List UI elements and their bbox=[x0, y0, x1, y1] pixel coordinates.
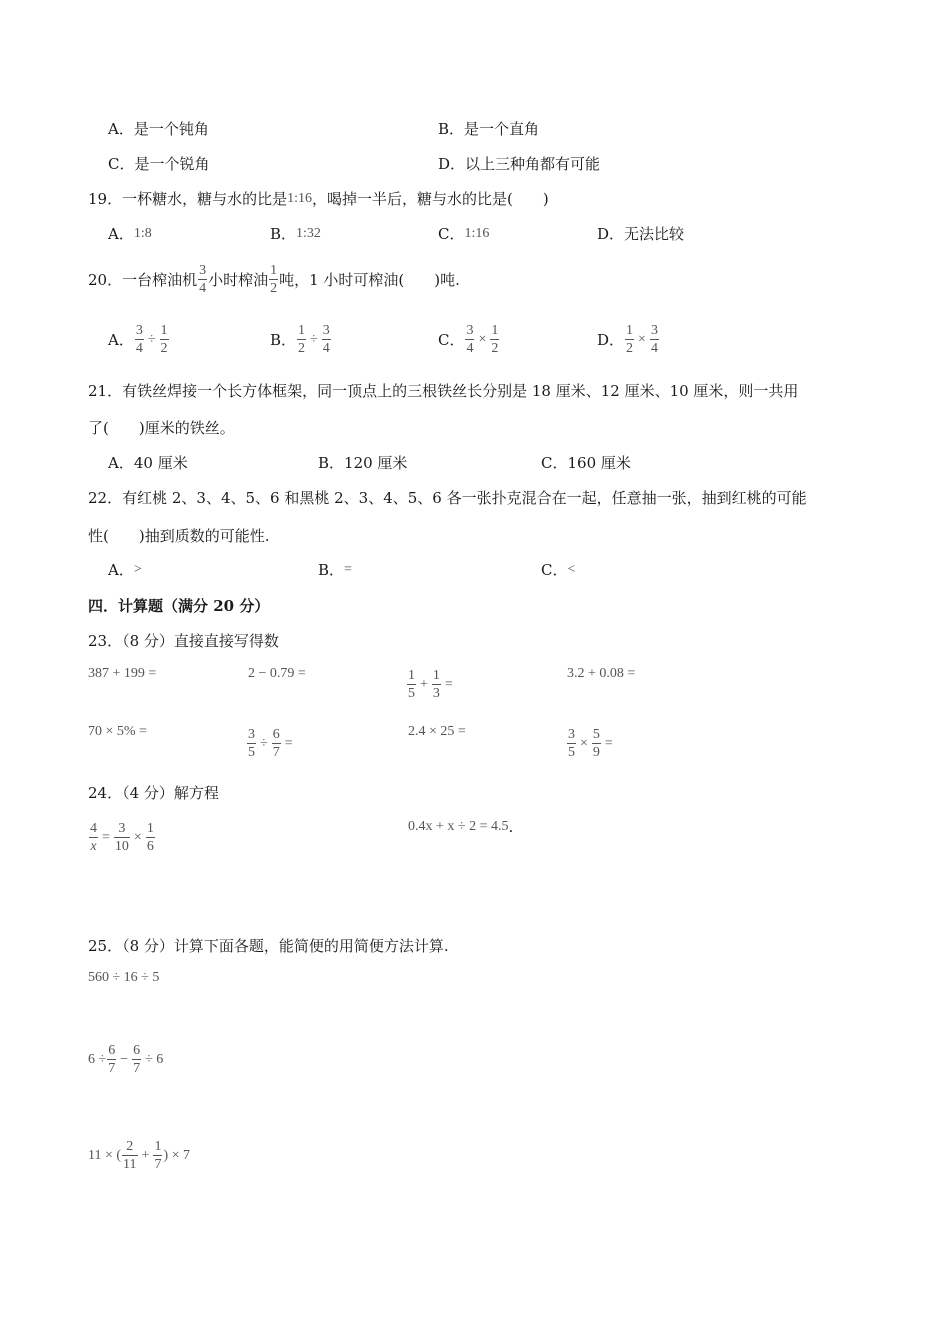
numerator: 1 bbox=[298, 323, 306, 338]
numerator: 3 bbox=[650, 323, 658, 338]
q20-stem-c: 吨，1 小时可榨油( )吨. bbox=[279, 271, 460, 289]
q23-expression-3 bbox=[406, 667, 456, 702]
denominator: 4 bbox=[650, 341, 658, 356]
q21-option-c: C．160 厘米 bbox=[541, 454, 631, 472]
operator: ÷ bbox=[310, 331, 318, 347]
q18-option-d: D．以上三种角都有可能 bbox=[438, 155, 601, 173]
numerator: 2 bbox=[122, 1138, 137, 1156]
q23-expression-7: 2.4 × 25 = bbox=[408, 724, 466, 739]
q25-title: 25．（8 分）计算下面各题，能简便的用简便方法计算. bbox=[88, 937, 449, 955]
numerator: 5 bbox=[592, 727, 600, 742]
denominator: 7 bbox=[108, 1061, 116, 1076]
fraction bbox=[135, 322, 144, 357]
q21-line2: 了( )厘米的铁丝。 bbox=[88, 419, 235, 437]
denominator: 4 bbox=[466, 341, 474, 356]
operator: + bbox=[420, 676, 428, 692]
q22-line2: 性( )抽到质数的可能性. bbox=[88, 527, 270, 545]
fraction bbox=[297, 322, 306, 357]
equation-text: 0.4x + x ÷ 2 = 4.5 bbox=[408, 819, 509, 834]
option-value: 1:32 bbox=[296, 225, 321, 241]
numerator: 1 bbox=[270, 263, 278, 278]
numerator: 1 bbox=[491, 323, 499, 338]
option-label: D． bbox=[597, 331, 625, 349]
option-label: B． bbox=[270, 331, 297, 349]
fraction bbox=[322, 322, 331, 357]
section-heading: 四．计算题（满分 20 分） bbox=[88, 597, 270, 615]
operator: ÷ bbox=[260, 735, 268, 751]
q23-expression-8 bbox=[566, 726, 616, 761]
denominator: 4 bbox=[322, 341, 330, 356]
denominator: 5 bbox=[248, 745, 255, 760]
expression-part: ) × 7 bbox=[163, 1147, 190, 1163]
option-label: C． bbox=[438, 331, 465, 349]
equals-sign: = bbox=[102, 829, 110, 845]
fraction bbox=[465, 322, 474, 357]
fraction bbox=[272, 726, 281, 761]
denominator: 4 bbox=[199, 281, 207, 296]
q24-title: 24．（4 分）解方程 bbox=[88, 784, 219, 802]
q19-stem-a: 19．一杯糖水，糖与水的比是 bbox=[88, 190, 288, 208]
fraction bbox=[114, 820, 130, 855]
q19-option-c bbox=[438, 223, 489, 244]
q22-line1: 22．有红桃 2、3、4、5、6 和黑桃 2、3、4、5、6 各一张扑克混合在一起，任意抽一张，抽到红桃的可能 bbox=[88, 489, 807, 507]
q22-option-c bbox=[541, 559, 575, 580]
fraction bbox=[432, 667, 441, 702]
numerator: 6 bbox=[133, 1043, 141, 1058]
fraction bbox=[198, 262, 207, 297]
q18-option-b: B．是一个直角 bbox=[438, 120, 540, 138]
numerator: 3 bbox=[135, 323, 143, 338]
numerator: 3 bbox=[199, 263, 207, 278]
numerator: 6 bbox=[108, 1043, 116, 1058]
q25-problem-3 bbox=[88, 1138, 190, 1173]
operator: + bbox=[141, 1147, 150, 1163]
denominator: 6 bbox=[146, 839, 154, 854]
denominator: 7 bbox=[133, 1061, 141, 1076]
fraction bbox=[407, 667, 416, 702]
q19-option-d: D．无法比较 bbox=[597, 225, 685, 243]
denominator: 2 bbox=[491, 341, 499, 356]
fraction bbox=[490, 322, 499, 357]
fraction bbox=[122, 1138, 137, 1173]
q22-option-a bbox=[108, 559, 142, 580]
numerator: 1 bbox=[432, 668, 440, 683]
denominator: 10 bbox=[114, 839, 129, 854]
operator: × bbox=[580, 735, 588, 751]
q23-expression-1: 387 + 199 = bbox=[88, 666, 157, 681]
fraction bbox=[247, 726, 256, 761]
q19-ratio: 1:16 bbox=[287, 190, 312, 206]
fraction bbox=[160, 322, 169, 357]
equals-sign: = bbox=[284, 735, 293, 751]
option-value: > bbox=[133, 561, 142, 577]
q21-option-b: B．120 厘米 bbox=[318, 454, 408, 472]
numerator: 1 bbox=[408, 668, 415, 683]
numerator: 3 bbox=[114, 820, 130, 838]
denominator: 7 bbox=[154, 1157, 162, 1172]
period: . bbox=[508, 818, 514, 836]
q21-line1: 21．有铁丝焊接一个长方体框架，同一顶点上的三根铁丝长分别是 18 厘米、12 厘米、10 厘米，则一共用 bbox=[88, 382, 799, 400]
denominator: 2 bbox=[298, 341, 306, 356]
equals-sign: = bbox=[444, 676, 453, 692]
operator: × bbox=[638, 331, 646, 347]
option-value: = bbox=[344, 561, 352, 577]
numerator: 3 bbox=[248, 727, 255, 742]
q18-option-c: C．是一个锐角 bbox=[108, 155, 210, 173]
numerator: 3 bbox=[466, 323, 474, 338]
numerator: 1 bbox=[146, 821, 154, 836]
fraction bbox=[269, 262, 278, 297]
q23-expression-5: 70 × 5% = bbox=[88, 724, 147, 739]
q25-problem-1: 560 ÷ 16 ÷ 5 bbox=[88, 970, 160, 985]
expression-part: ÷ 6 bbox=[145, 1051, 164, 1067]
fraction bbox=[89, 820, 98, 855]
numerator: 1 bbox=[626, 323, 634, 338]
denominator: 5 bbox=[568, 745, 575, 760]
q23-expression-4: 3.2 + 0.08 = bbox=[567, 666, 636, 681]
numerator: 3 bbox=[568, 727, 575, 742]
fraction bbox=[650, 322, 659, 357]
numerator: 6 bbox=[272, 727, 280, 742]
denominator: 2 bbox=[160, 341, 168, 356]
option-label: A． bbox=[108, 331, 134, 349]
fraction bbox=[592, 726, 601, 761]
operator: × bbox=[478, 331, 487, 347]
option-label: B． bbox=[270, 225, 297, 243]
q19-option-b bbox=[270, 223, 321, 244]
q23-title: 23．（8 分）直接直接写得数 bbox=[88, 632, 279, 650]
q20-stem-a: 20．一台榨油机 bbox=[88, 271, 198, 289]
operator: ÷ bbox=[147, 331, 156, 347]
fraction bbox=[567, 726, 576, 761]
denominator: 2 bbox=[270, 281, 278, 296]
operator: − bbox=[120, 1051, 129, 1067]
option-label: C． bbox=[541, 561, 568, 579]
q20-stem bbox=[88, 262, 460, 297]
option-value: 1:16 bbox=[464, 225, 490, 241]
fraction bbox=[153, 1138, 162, 1173]
q20-option-b bbox=[270, 322, 332, 357]
numerator: 1 bbox=[154, 1139, 162, 1154]
q23-expression-2: 2 − 0.79 = bbox=[248, 666, 306, 681]
fraction bbox=[107, 1042, 116, 1077]
denominator: 3 bbox=[432, 686, 440, 701]
option-value: 1:8 bbox=[133, 225, 152, 241]
expression-part: 6 ÷ bbox=[88, 1051, 107, 1067]
q23-expression-6 bbox=[246, 726, 296, 761]
option-label: B． bbox=[318, 561, 345, 579]
fraction bbox=[625, 322, 634, 357]
numerator: 3 bbox=[322, 323, 330, 338]
q20-option-d bbox=[597, 322, 660, 357]
q21-option-a: A．40 厘米 bbox=[108, 454, 188, 472]
q19-stem bbox=[88, 188, 549, 209]
denominator: 2 bbox=[626, 341, 634, 356]
option-label: C． bbox=[438, 225, 465, 243]
numerator: 4 bbox=[90, 821, 97, 836]
denominator: 9 bbox=[592, 745, 600, 760]
denominator: 4 bbox=[135, 341, 143, 356]
denominator: x bbox=[90, 839, 97, 854]
numerator: 1 bbox=[160, 323, 168, 338]
q19-stem-b: ，喝掉一半后，糖与水的比是( ) bbox=[311, 190, 549, 208]
q24-equation-2 bbox=[408, 818, 513, 836]
q18-option-a: A．是一个钝角 bbox=[108, 120, 209, 138]
option-value: < bbox=[567, 561, 576, 577]
q22-option-b bbox=[318, 559, 352, 580]
denominator: 7 bbox=[272, 745, 280, 760]
denominator: 5 bbox=[408, 686, 415, 701]
operator: × bbox=[133, 829, 142, 845]
denominator: 11 bbox=[123, 1157, 137, 1172]
fraction bbox=[132, 1042, 141, 1077]
q24-equation-1 bbox=[88, 820, 156, 855]
q20-option-c bbox=[438, 322, 500, 357]
q20-option-a bbox=[108, 322, 170, 357]
q25-problem-2 bbox=[88, 1042, 163, 1077]
q20-stem-b: 小时榨油 bbox=[208, 271, 269, 289]
fraction bbox=[146, 820, 155, 855]
q19-option-a bbox=[108, 223, 152, 244]
option-label: A． bbox=[108, 561, 134, 579]
option-label: A． bbox=[108, 225, 134, 243]
expression-part: 11 × ( bbox=[88, 1147, 122, 1163]
equals-sign: = bbox=[604, 735, 613, 751]
